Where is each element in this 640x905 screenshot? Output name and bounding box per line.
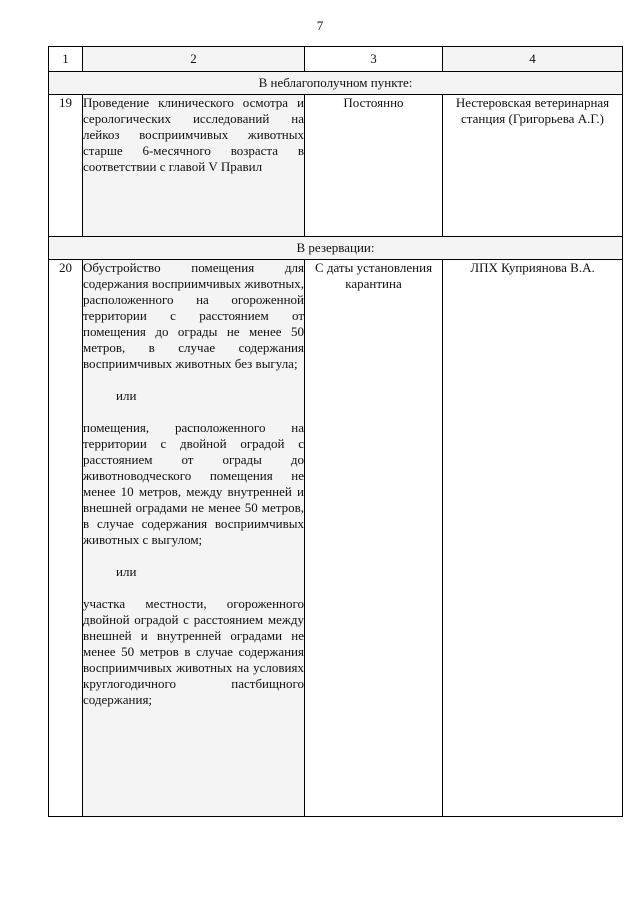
table-row bbox=[49, 95, 623, 237]
row-number: 19 bbox=[49, 95, 83, 237]
section-row-outbreak bbox=[49, 72, 623, 95]
period-cell: С даты установления карантина bbox=[305, 260, 443, 817]
measure-cell bbox=[83, 260, 305, 817]
table-header-row bbox=[49, 47, 623, 72]
header-col-1: 1 bbox=[49, 47, 83, 72]
table-row bbox=[49, 260, 623, 817]
measure-text-part-1: Обустройство помещения для содержания восприимчивых животных, расположенного на огороженной территории с расстоянием от помещения до ограды не менее 50 метров, в случае содержания восприимчивых животных без выгула; bbox=[83, 260, 304, 371]
measure-cell bbox=[83, 95, 305, 237]
or-separator: или bbox=[116, 388, 137, 403]
measure-text-part-2: помещения, расположенного на территории с двойной оградой с расстоянием от ограды до животноводческого помещения не менее 10 метров, между внутренней и внешней оградами не менее 50 метров, в случае содержания восприимчивых животных с выгулом; bbox=[83, 420, 304, 547]
measure-text-part-3: участка местности, огороженного двойной оградой с расстоянием между внешней и внутренней оградами не менее 50 метров в случае содержания восприимчивых животных на условиях круглогодичного пастбищного содержания; bbox=[83, 596, 304, 707]
section-title-outbreak: В неблагополучном пункте: bbox=[49, 72, 623, 95]
header-col-2: 2 bbox=[83, 47, 305, 72]
period-cell: Постоянно bbox=[305, 95, 443, 237]
measures-table bbox=[48, 46, 623, 817]
row-number: 20 bbox=[49, 260, 83, 817]
or-separator: или bbox=[116, 564, 137, 579]
header-col-4: 4 bbox=[443, 47, 623, 72]
section-title-reservation: В резервации: bbox=[49, 237, 623, 260]
section-row-reservation bbox=[49, 237, 623, 260]
page-number: 7 bbox=[316, 18, 324, 33]
header-col-3: 3 bbox=[305, 47, 443, 72]
responsible-cell: Нестеровская ветеринарная станция (Григорьева А.Г.) bbox=[443, 95, 623, 237]
responsible-cell: ЛПХ Куприянова В.А. bbox=[443, 260, 623, 817]
measure-text: Проведение клинического осмотра и серологических исследований на лейкоз восприимчивых животных старше 6-месячного возраста в соответствии с главой V Правил bbox=[83, 95, 304, 174]
